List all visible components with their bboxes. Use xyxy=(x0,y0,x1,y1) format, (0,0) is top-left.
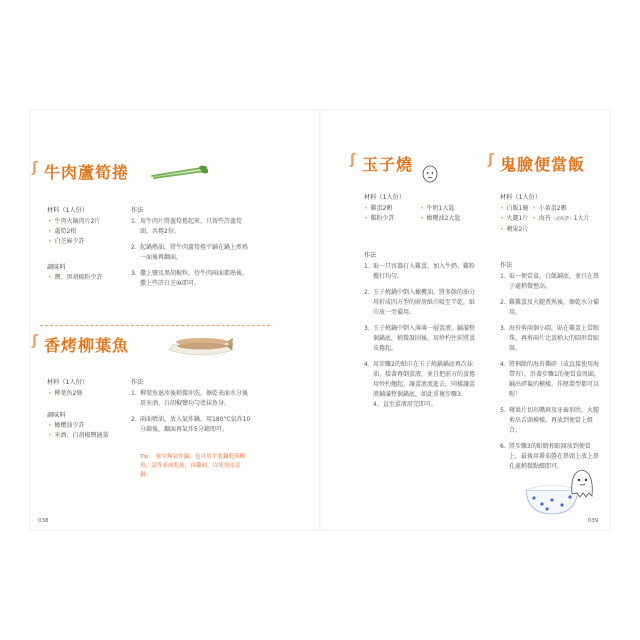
list-item: • 火腿1片 • 海苔（或海帶）1大片 xyxy=(500,215,590,222)
seasoning-list xyxy=(48,273,103,283)
recipe-title-grilled-shishamo: 香烤柳葉魚 xyxy=(44,336,130,355)
list-item: • 白芝麻少許 xyxy=(48,238,85,245)
list-item: • 牛奶1大匙 xyxy=(420,205,455,212)
step-item: 6. 將步驟3的眼睛和眼窩放到便當上，最後用番茄醬在鼻頭上放上鼻孔處稍微點綴即可。 xyxy=(500,443,600,470)
list-item: • 白飯1碗 • 小黃蛋2顆 xyxy=(500,205,567,212)
ingredients-list xyxy=(500,204,590,235)
ingredients-label: 材料（1人份） xyxy=(364,194,406,201)
list-item: • 雞粉少許 xyxy=(364,215,395,222)
step-item: 4. 將剩餘的海苔撕碎（或直接使用海帶苔），沿著步驟1的便當盒周圍，鋪出碎髮的模樣，作壓製型都可以喔！ xyxy=(500,361,600,398)
egg-face-illustration-icon xyxy=(420,164,440,184)
swirl-decoration-icon: ʃ xyxy=(350,152,356,168)
ingredients-list xyxy=(48,389,82,399)
ingredients-label: 材料（1人份） xyxy=(47,379,89,386)
step-item: 5. 蘋果片切出嘴唇及牙齒形狀，火腿剪出舌頭模樣，再放到便當上組合。 xyxy=(500,407,600,434)
method-label: 作法 xyxy=(364,252,377,259)
recipe-title-beef-asparagus: 牛肉蘆筍捲 xyxy=(44,163,130,182)
recipe-title-tamagoyaki: 玉子燒 xyxy=(362,155,414,174)
ingredients-list xyxy=(420,204,460,224)
seasoning-label: 調味料 xyxy=(47,264,66,271)
step-item: 2. 玉子燒鍋中倒入橄欖油，將多餘的油分用折成四方型的廚房紙巾吸至半乾，紙巾放一旁備用。 xyxy=(364,289,476,316)
method-steps xyxy=(500,272,600,478)
section-divider xyxy=(40,325,270,326)
ingredients-label: 材料（1人份） xyxy=(47,207,89,214)
ghost-rice-bowl-illustration-icon xyxy=(520,468,598,516)
method-steps xyxy=(131,217,251,295)
step-item: 4. 用步驟2的紙巾在玉子燒鍋鍋底再次抹油，接著再倒蛋液，並且把前方的蛋捲用炒杓翹起，讓蛋液流進去，同樣讓蛋液鋪滿整個鍋底，如此重複步驟3、4，直至蛋液用完即可。 xyxy=(364,361,476,408)
method-label: 作法 xyxy=(131,207,144,214)
list-item: • 橄欖油少許 xyxy=(48,422,85,429)
list-item: • 米酒、白胡椒鹽適量 xyxy=(48,432,109,439)
ingredients-list xyxy=(48,217,100,247)
list-item: • 牛肉火鍋肉片2片 xyxy=(48,218,101,225)
method-steps xyxy=(364,262,476,416)
left-page xyxy=(30,110,320,530)
page-number: 039 xyxy=(588,518,599,524)
step-item: 1. 取一便當盒，白飯鋪底，並且在鼻子處稍微墊高。 xyxy=(500,273,600,290)
list-item: • 蘋果2片 xyxy=(500,226,529,233)
seasoning-label: 調味料 xyxy=(47,412,66,419)
list-item: • 蘆筍2根 xyxy=(48,228,77,235)
asparagus-illustration-icon xyxy=(148,162,208,180)
step-item: 3. 海苔剪兩個小圓，貼在雞蛋上當眼珠，再剪兩片比蛋稍大的圓形當眼窩。 xyxy=(500,325,600,352)
ingredients-list xyxy=(364,204,395,224)
list-item: • 鹽、黑胡椒粉少許 xyxy=(48,274,103,281)
swirl-decoration-icon: ʃ xyxy=(32,333,38,349)
recipe-title-ghost-bento: 鬼臉便當飯 xyxy=(500,155,586,174)
page-number: 038 xyxy=(38,518,49,524)
step-item: 2. 兩面噴油，放入氣炸鍋，用180°C氣炸10分鐘後，翻面再氣炸5分鐘即可。 xyxy=(131,416,251,433)
seasoning-list xyxy=(48,421,109,441)
swirl-decoration-icon: ʃ xyxy=(32,160,38,176)
fish-plate-illustration-icon xyxy=(166,330,236,358)
list-item: • 雞蛋2顆 xyxy=(364,205,393,212)
step-item: 3. 撒上鹽及黑胡椒粒，待牛肉兩面都熟後，撒上些許白芝麻即可。 xyxy=(131,270,249,287)
list-item: • 橄欖油2大匙 xyxy=(420,215,461,222)
step-item: 1. 柳葉魚退冰後稍微沖洗，擦乾表面水分後用米酒、白胡椒鹽均勻塗抹魚身。 xyxy=(131,390,249,407)
step-item: 1. 取一只容器打入雞蛋，加入牛奶、雞粉攪打均勻。 xyxy=(364,263,476,280)
method-steps xyxy=(131,389,251,441)
step-item: 3. 玉子燒鍋中倒入薄薄一層蛋液，鋪滿整個鍋底，稍微凝固後，用炒杓往前將蛋皮捲起。 xyxy=(364,325,476,352)
list-item: • 柳葉魚2條 xyxy=(48,390,83,397)
step-item: 2. 雞雞蛋及火腿煮熟後，擦乾水分備用。 xyxy=(500,299,600,316)
right-page xyxy=(320,110,610,530)
cooking-tip: Tip： 家中無氣炸鍋，也可用平底鍋乾煎柳魚，請等表面乾後，再翻面，以免魚皮沾鍋。 xyxy=(140,454,246,478)
ingredients-label: 材料（1人份） xyxy=(500,194,542,201)
book-spread xyxy=(30,110,610,530)
step-item: 2. 起鍋熱油，將牛肉蘆筍捲平鋪在鍋上煎熟一面後再翻面。 xyxy=(131,244,249,261)
step-item: 1. 用牛肉片將蘆筍捲起來，只留些許蘆筍頭，共捲2份。 xyxy=(131,218,243,235)
method-label: 作法 xyxy=(500,262,513,269)
swirl-decoration-icon: ʃ xyxy=(488,152,494,168)
method-label: 作法 xyxy=(131,379,144,386)
